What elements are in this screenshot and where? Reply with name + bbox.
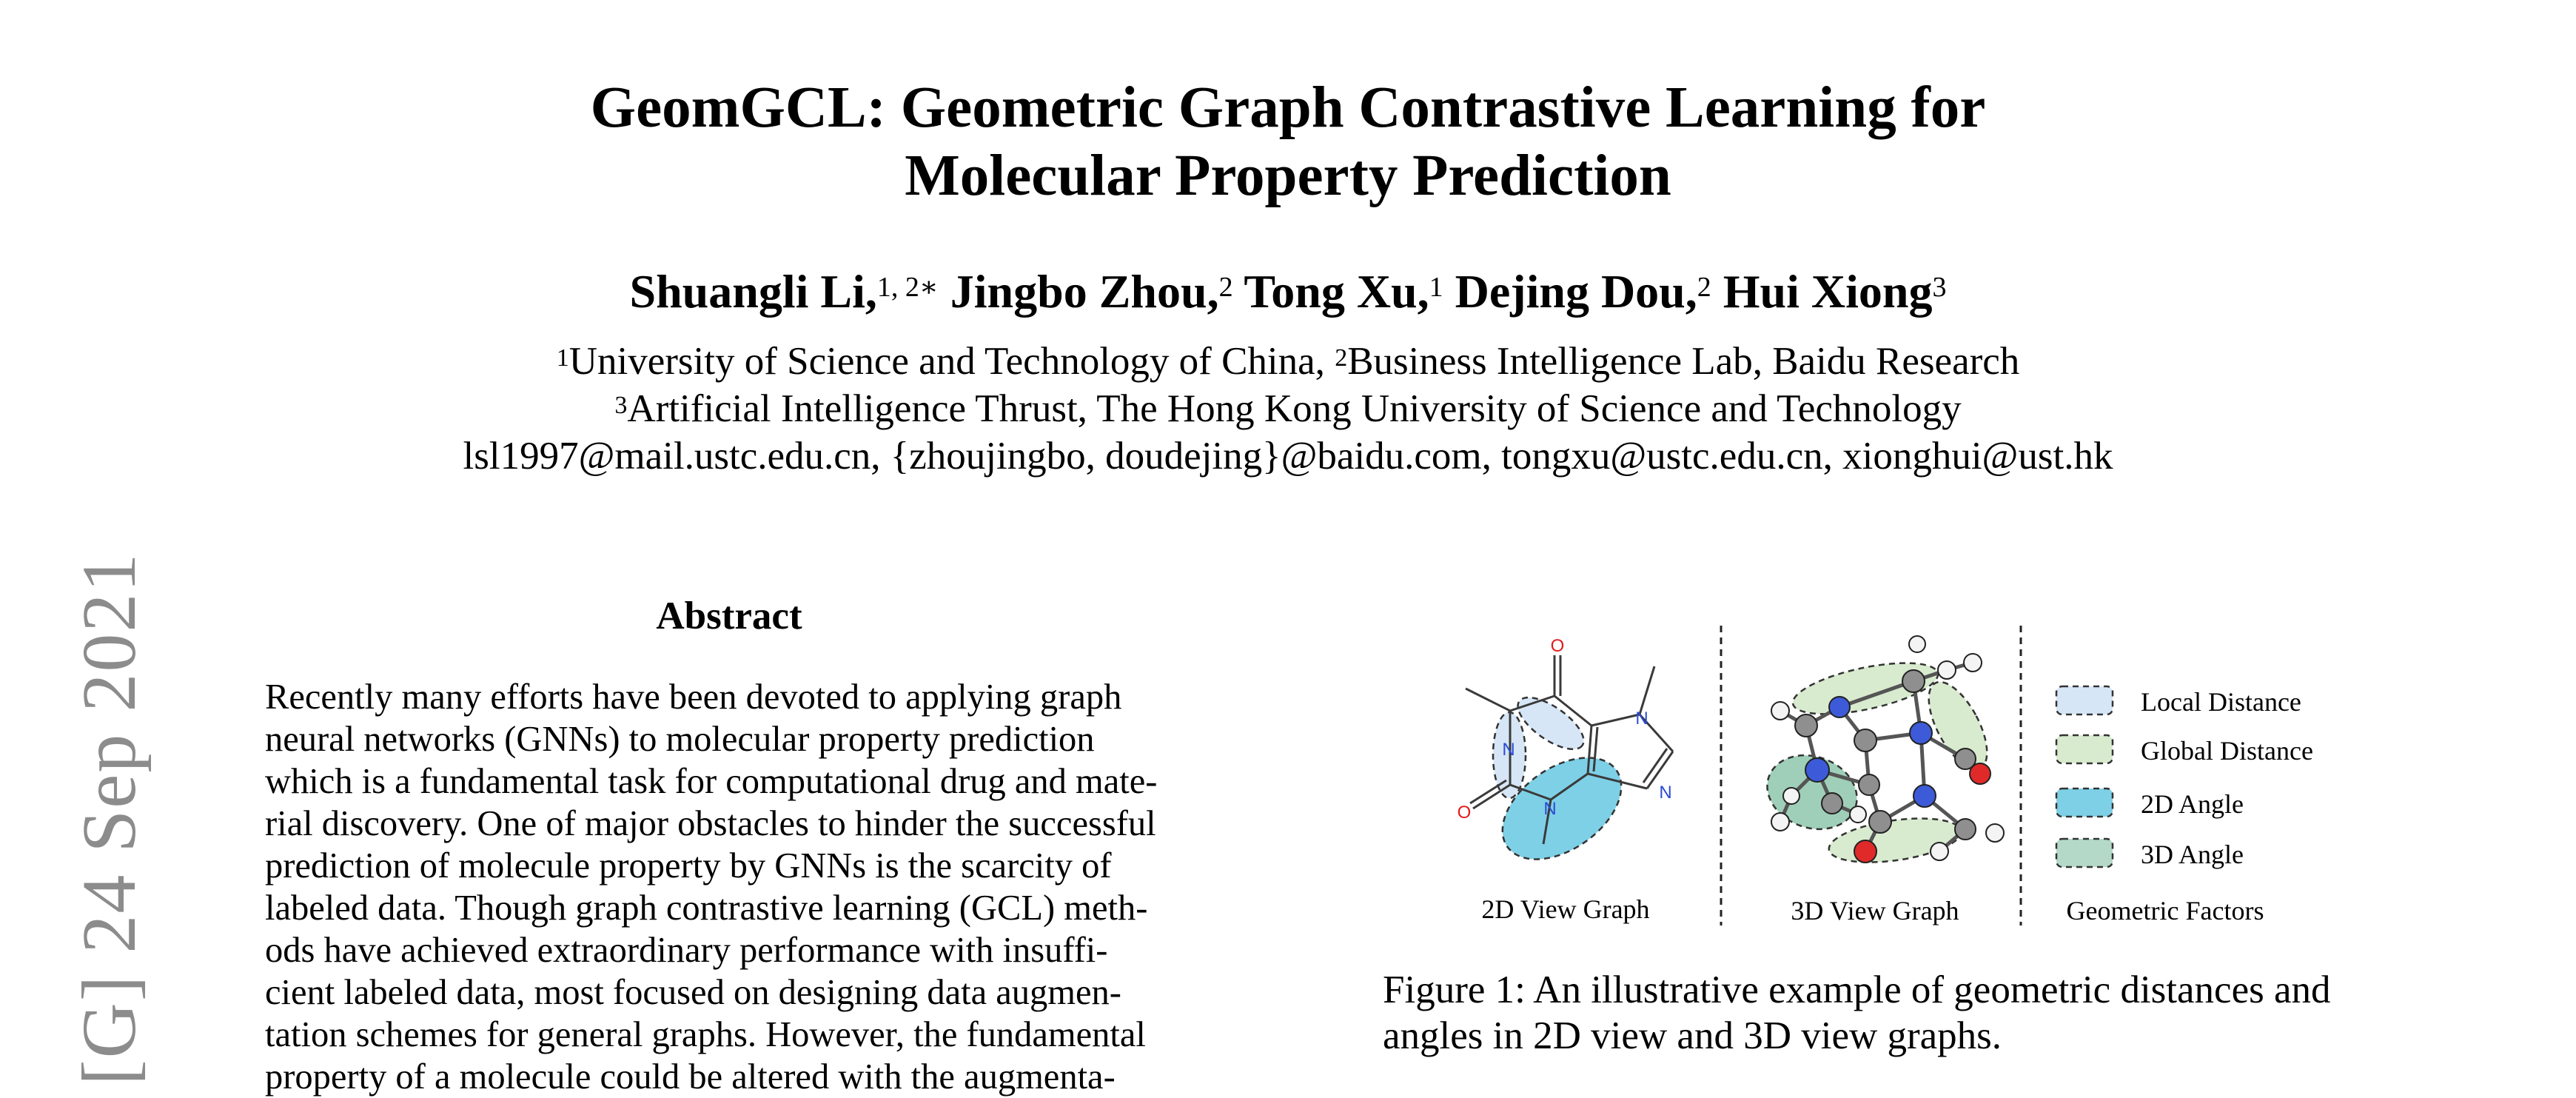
abstract-line: neural networks (GNNs) to molecular property prediction <box>265 720 1095 759</box>
author-emails: lsl1997@mail.ustc.edu.cn, {zhoujingbo, doudejing}@baidu.com, tongxu@ustc.edu.cn, xionghui@ust.hk <box>463 435 2113 478</box>
legend-label-3d-angle: 3D Angle <box>2141 840 2244 869</box>
affiliation-line <box>0 385 2576 432</box>
author-name: Tong Xu, <box>1244 265 1429 318</box>
affiliation-text: Artificial Intelligence Thrust, The Hong Kong University of Science and Technology <box>627 387 1962 430</box>
author-name: Jingbo Zhou, <box>950 265 1219 318</box>
abstract-body <box>265 676 1193 1098</box>
label-3d-view-graph: 3D View Graph <box>1791 896 1959 925</box>
figure-1-caption <box>1383 967 2449 1059</box>
figure-1-graphic <box>1377 615 2354 940</box>
legend-swatch-global-distance <box>2056 735 2113 763</box>
abstract-line: rial discovery. One of major obstacles to hinder the successful <box>265 804 1156 843</box>
legend-swatch-3d-angle <box>2056 839 2113 867</box>
legend-label-2d-angle: 2D Angle <box>2141 789 2244 819</box>
label-geometric-factors: Geometric Factors <box>2066 896 2264 925</box>
legend-label-global-distance: Global Distance <box>2141 736 2313 766</box>
author-name: Hui Xiong <box>1723 265 1933 318</box>
oxygen-atom-label: O <box>1550 636 1565 656</box>
molecule-2d-graph <box>1458 636 1673 880</box>
legend-swatch-local-distance <box>2056 686 2113 714</box>
affiliation-mark: 3 <box>614 392 628 419</box>
affiliation-line <box>0 338 2576 385</box>
abstract-line: Recently many efforts have been devoted to applying graph <box>265 677 1122 717</box>
abstract-line: prediction of molecule property by GNNs is the scarcity of <box>265 846 1112 886</box>
panel-labels <box>1481 894 2264 925</box>
affiliation-mark: 2 <box>1335 344 1348 372</box>
paper-title-line-1: GeomGCL: Geometric Graph Contrastive Learning for <box>590 76 1986 140</box>
abstract-line: tation schemes for general graphs. However, the fundamental <box>265 1015 1146 1054</box>
abstract-line: property of a molecule could be altered with the augmenta- <box>265 1057 1116 1097</box>
author-list <box>0 262 2576 321</box>
abstract-line: labeled data. Though graph contrastive learning (GCL) meth- <box>265 888 1148 928</box>
author-affiliation-mark: 2 <box>1218 272 1233 303</box>
nitrogen-atom-label: N <box>1543 799 1557 819</box>
geometric-factors-legend <box>2056 686 2313 869</box>
figure-caption-line: Figure 1: An illustrative example of geometric distances and <box>1383 968 2331 1011</box>
abstract-line: ods have achieved extraordinary performance with insuffi- <box>265 931 1108 970</box>
author-affiliation-mark: 1 <box>1429 272 1443 303</box>
author-name: Shuangli Li, <box>629 265 877 318</box>
abstract-line: cient labeled data, most focused on designing data augmen- <box>265 973 1121 1012</box>
affiliation-text: University of Science and Technology of China, <box>568 340 1335 383</box>
nitrogen-atom-label: N <box>1659 783 1672 803</box>
nitrogen-atom-label: N <box>1502 740 1515 760</box>
author-name: Dejing Dou, <box>1455 265 1697 318</box>
abstract-line: which is a fundamental task for computational drug and mate- <box>265 762 1158 801</box>
legend-swatch-2d-angle <box>2056 789 2113 817</box>
oxygen-atom-label: O <box>1457 803 1472 823</box>
paper-title <box>0 74 2576 210</box>
abstract-heading: Abstract <box>656 595 802 637</box>
figure-1 <box>1377 615 2354 940</box>
author-affiliation-mark: 3 <box>1932 272 1947 303</box>
affiliation-text: Business Intelligence Lab, Baidu Research <box>1347 340 2020 383</box>
author-affiliation-mark: 1, 2∗ <box>876 272 939 303</box>
legend-label-local-distance: Local Distance <box>2141 687 2301 717</box>
author-affiliation-mark: 2 <box>1697 272 1711 303</box>
label-2d-view-graph: 2D View Graph <box>1481 894 1650 924</box>
figure-caption-line: angles in 2D view and 3D view graphs. <box>1383 1014 2002 1057</box>
paper-title-line-2: Molecular Property Prediction <box>905 144 1671 208</box>
affiliation-mark: 1 <box>556 344 569 372</box>
arxiv-side-stamp: [G] 24 Sep 2021 <box>67 552 152 1085</box>
molecule-3d-graph <box>1757 636 2004 869</box>
nitrogen-atom-label: N <box>1635 709 1648 729</box>
